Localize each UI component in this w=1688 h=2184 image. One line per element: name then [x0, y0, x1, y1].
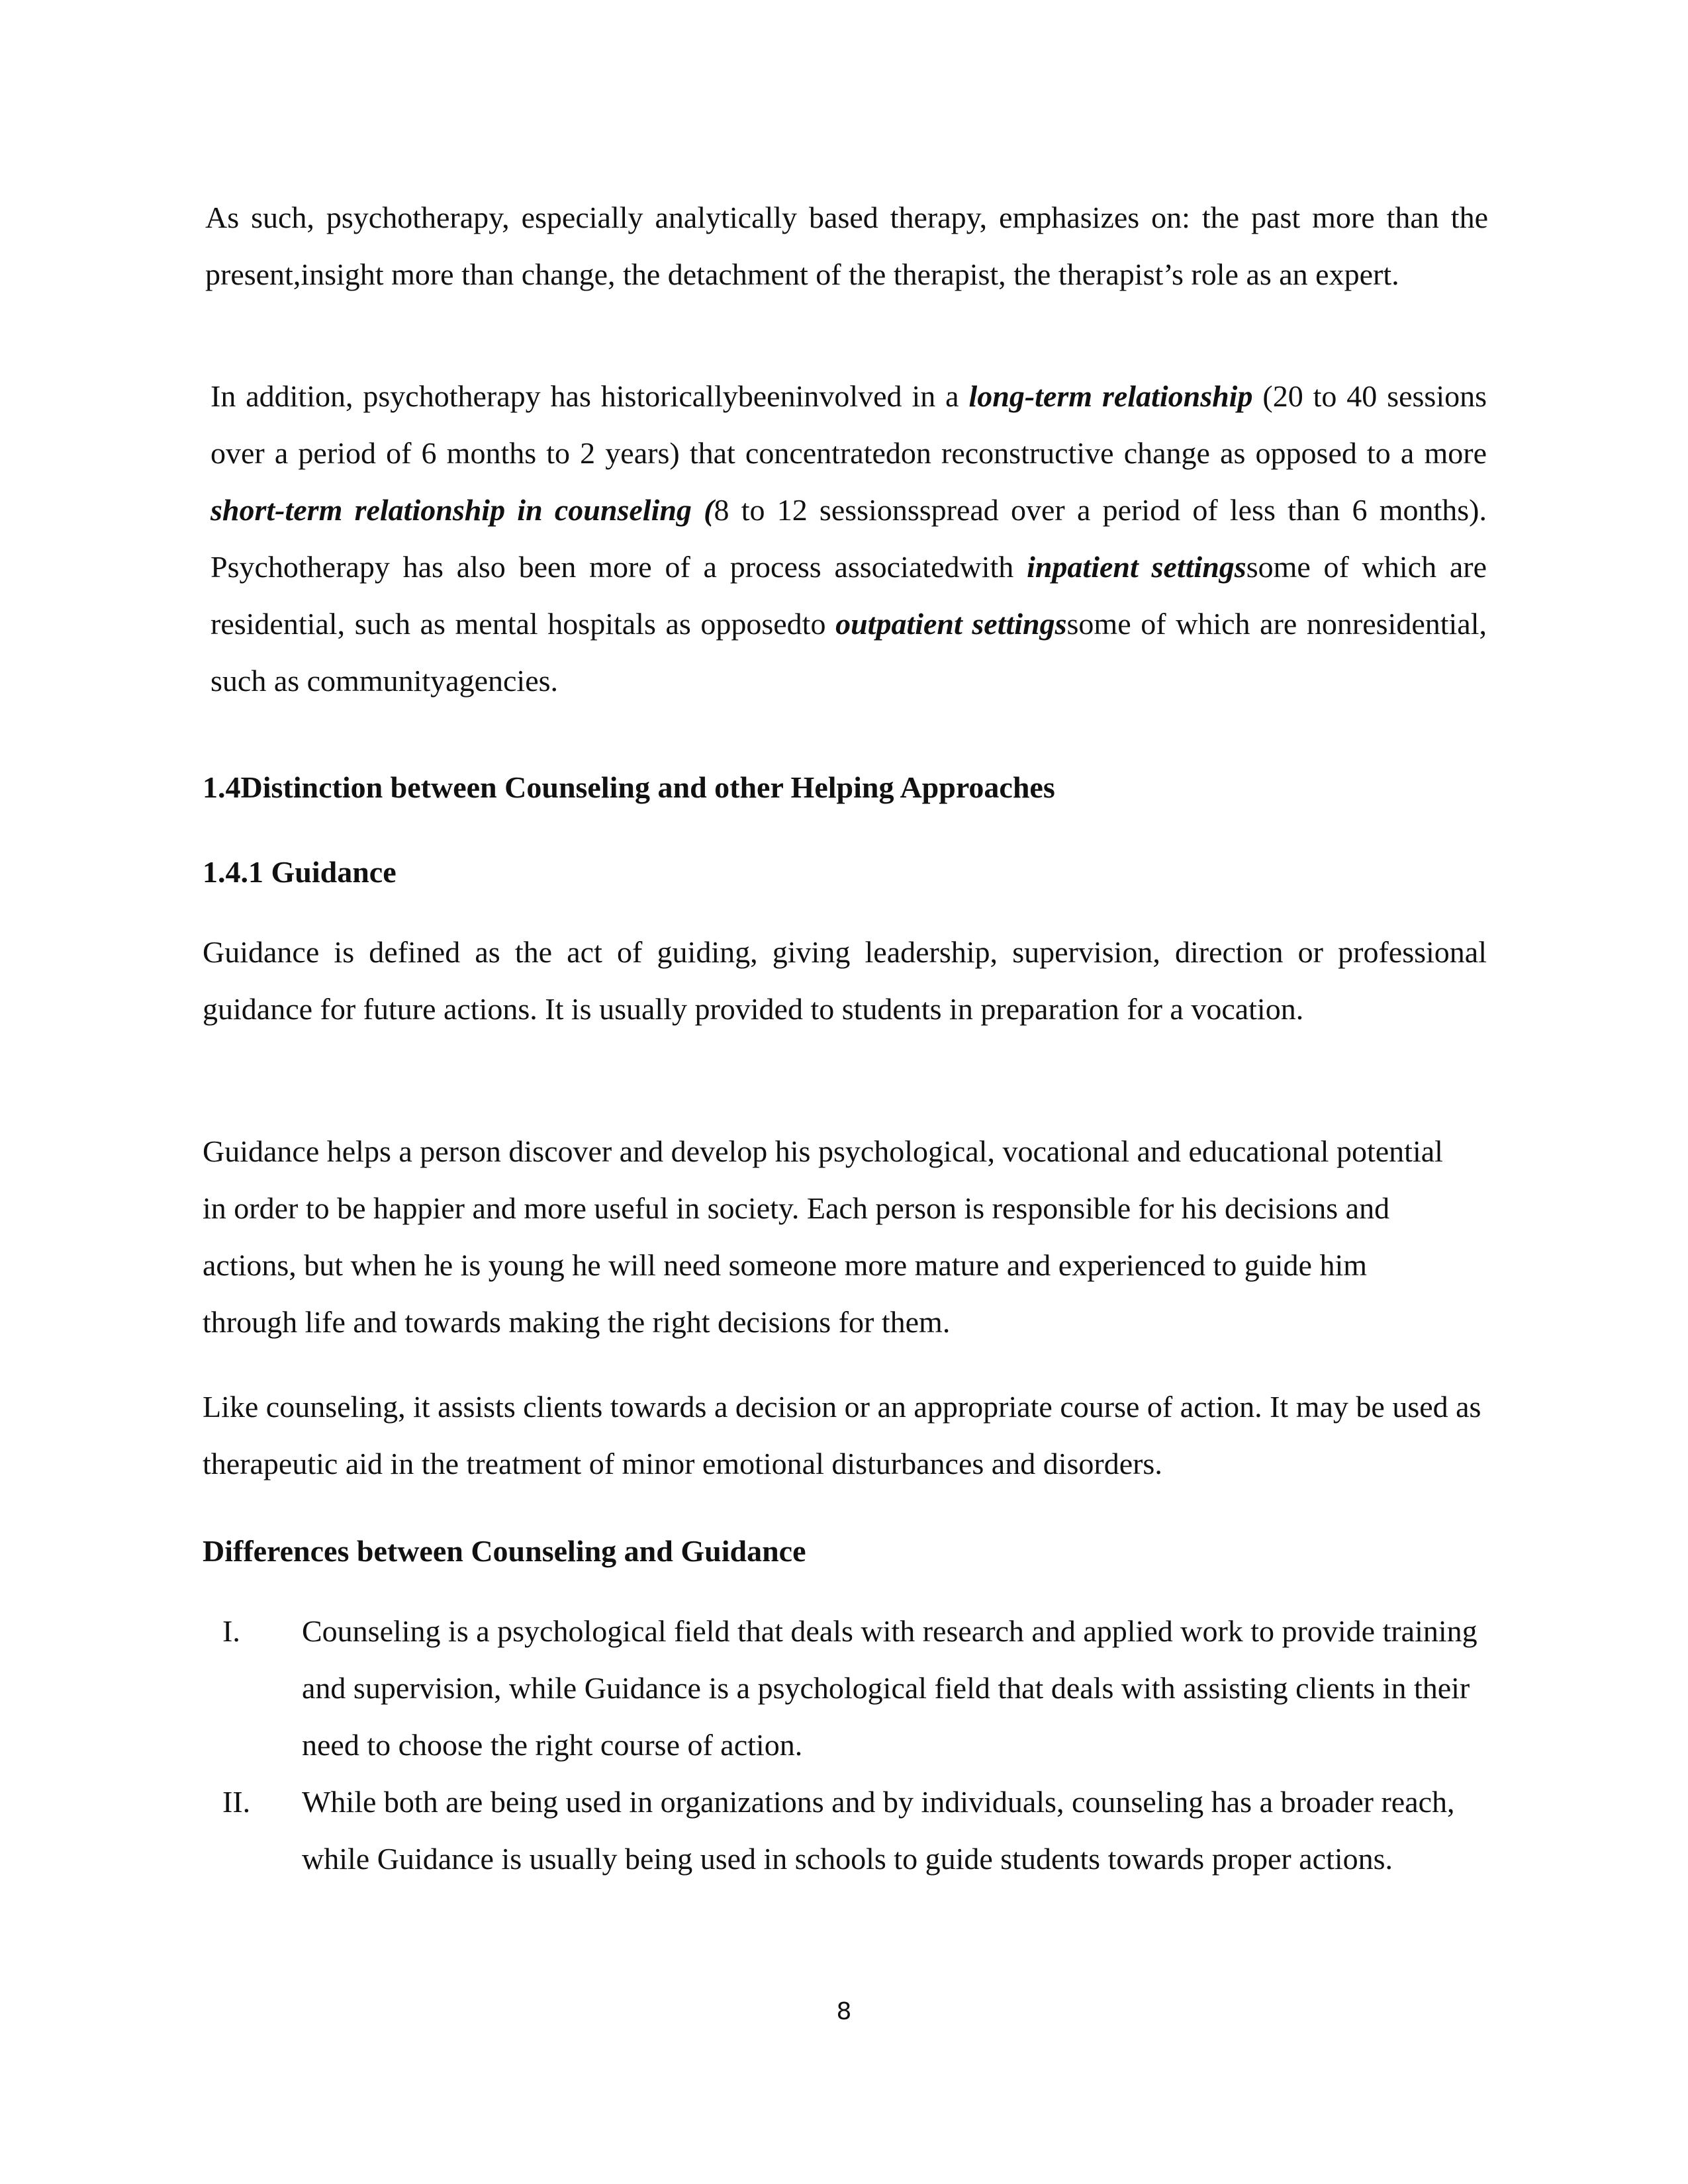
paragraph-guidance-definition: Guidance is defined as the act of guiding, giving leadership, supervision, direction or professional guidance for future actions. It is usually provided to students in preparation for a vocation. — [203, 935, 1487, 1026]
paragraph-guidance-purpose: Guidance helps a person discover and develop his psychological, vocational and educational potential in order to be happier and more useful in society. Each person is responsible for his decisions and actions, but when he is young he will need someone more mature and experienced to guide him through life and towards making the right decisions for them. — [203, 1134, 1443, 1339]
subsection-heading-guidance: 1.4.1 Guidance — [203, 855, 397, 889]
paragraph-psychotherapy-relationship — [203, 368, 1487, 709]
page-number: 8 — [836, 1998, 852, 2025]
paragraph-text: 8 to 12 sessionsspread over a period of less than 6 months). Psychotherapy has also been more of a process associatedwith — [211, 493, 1487, 584]
list-item — [203, 1603, 1487, 1774]
differences-list — [203, 1603, 1487, 1888]
emphasis-inpatient-settings: inpatient settings — [1027, 550, 1246, 584]
differences-heading: Differences between Counseling and Guidance — [203, 1534, 806, 1568]
list-item-text: While both are being used in organizations and by individuals, counseling has a broader reach, while Guidance is usually being used in schools to guide students towards proper actions. — [302, 1785, 1455, 1876]
paragraph-text: (20 to 40 sessions over a period of 6 months to 2 years) that concentratedon reconstructive change as opposed to a more — [211, 379, 1487, 470]
list-item-text: Counseling is a psychological field that deals with research and applied work to provide training and supervision, while Guidance is a psychological field that deals with assisting clients in their need to choose the right course of action. — [302, 1614, 1477, 1762]
list-item — [203, 1774, 1487, 1888]
list-marker: II. — [222, 1785, 251, 1819]
paragraph-text: In addition, psychotherapy has historicallybeeninvolved in a — [211, 379, 969, 413]
emphasis-outpatient-settings: outpatient settings — [835, 607, 1067, 641]
section-heading: 1.4Distinction between Counseling and other Helping Approaches — [203, 770, 1055, 804]
emphasis-long-term-relationship: long-term relationship — [968, 379, 1253, 413]
paragraph-text: some of which are residential, such as mental hospitals as opposedto — [211, 550, 1487, 641]
list-marker: I. — [222, 1614, 240, 1648]
paragraph-guidance-like-counseling: Like counseling, it assists clients towards a decision or an appropriate course of action. It may be used as therapeutic aid in the treatment of minor emotional disturbances and disorders. — [203, 1390, 1481, 1480]
paragraph-text: some of which are nonresidential, such as communityagencies. — [211, 607, 1487, 698]
emphasis-short-term-relationship: short-term relationship in counseling ( — [211, 493, 714, 527]
paragraph-psychotherapy-emphasis: As such, psychotherapy, especially analytically based therapy, emphasizes on: the past more than the present,insight more than change, the detachment of the therapist, the therapist’s role as an expert. — [205, 201, 1488, 291]
